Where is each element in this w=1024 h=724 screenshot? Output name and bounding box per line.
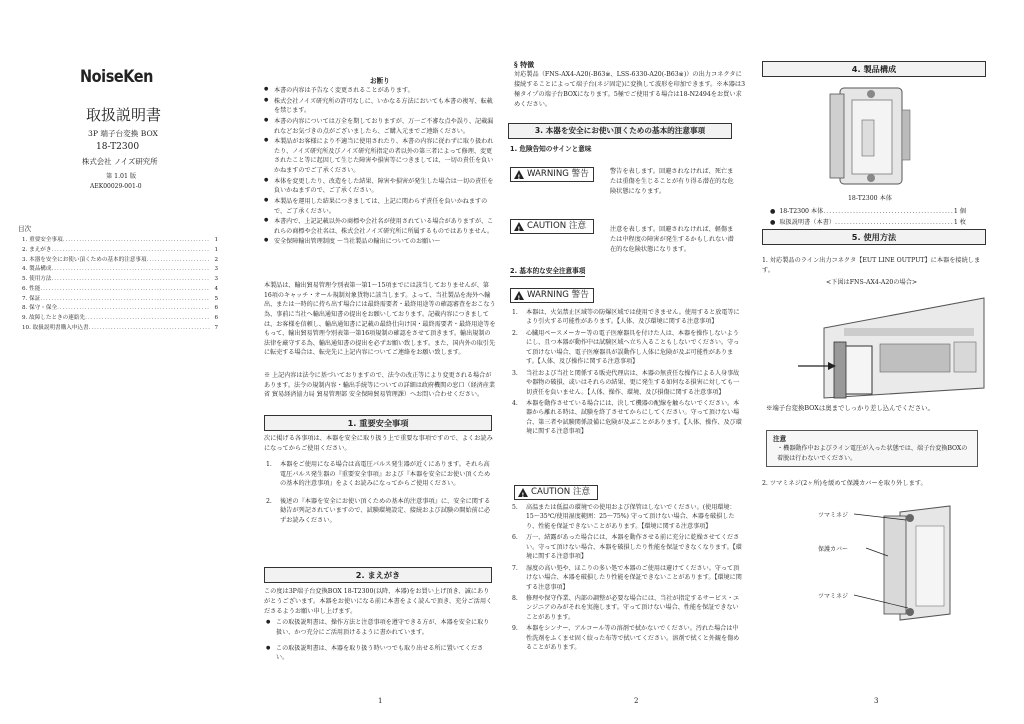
caution-triangle-icon bbox=[514, 222, 524, 231]
note-text: ・機器動作中およびライン電圧が入った状態では、端子台変換BOXの着脱は行わないでください。 bbox=[777, 445, 968, 462]
list-item: ● 本製品がお客様により不適当に使用されたり、本書の内容に従わずに取り扱われたり、ノイズ研究所及びノイズ研究所指定の者以外の第三者によって修理、変更されたこと等に起因して生じた障害や損害等につきましては、一切の責任を負いかねますのでご了承ください。 bbox=[264, 137, 496, 176]
list-item: ● 本書の内容については万全を期しておりますが、万一ご不審な点や誤り、記載漏れなどお気づきの点がございましたら、ご購入元までご連絡ください。 bbox=[264, 117, 496, 136]
section-5-heading: 5. 使用方法 bbox=[762, 229, 986, 245]
company-name: 株式会社 ノイズ研究所 bbox=[82, 157, 158, 166]
warning-sign-2: ! WARNING 警告 bbox=[510, 288, 594, 303]
figure-title: <下図はFNS-AX4-A20の場合> bbox=[826, 279, 917, 286]
notice-list bbox=[264, 86, 496, 248]
list-item: 5. 高温または低温の環境での使用および保管はしないでください。(使用環境：15〜35℃/使用湿度範囲：25〜75%) 守って頂けない場合、本器を破損したり、性能を保証できないことがあります。【環境に関する注意事項】 bbox=[512, 504, 736, 530]
list-item: ● 18-T2300 本体 ..... 1 個 bbox=[770, 207, 966, 218]
caution-sign: ! CAUTION 注意 bbox=[510, 219, 594, 234]
section-2-heading: 2. まえがき bbox=[264, 567, 492, 583]
toc-item[interactable]: 9. 故障したときの連絡先 ..... 6 bbox=[22, 314, 218, 324]
section-1-intro: 次に掲げる各事項は、本器を安全に取り扱う上で重要な事項ですので、よくお読みになってからご使用ください。 bbox=[264, 435, 493, 452]
label-thumbscrew-bottom: ツマミネジ bbox=[818, 593, 849, 600]
section-3-subheading-2: 2. 基本的な安全注意事項 bbox=[510, 266, 585, 277]
note-box bbox=[766, 430, 978, 467]
toc-item[interactable]: 2. まえがき ..... 1 bbox=[22, 246, 218, 256]
features-heading: § 特徴 bbox=[514, 60, 535, 69]
doc-title: 取扱説明書 bbox=[86, 106, 162, 124]
toc-item[interactable]: 10. 取扱説明書購入申込書 ..... 7 bbox=[22, 324, 218, 334]
list-item: ● この取扱説明書は、操作方法と注意事項を遵守できる方が、本器を安全に取り扱い、かつ充分にご活用頂けるように書かれています。 bbox=[266, 618, 494, 638]
page-number-1: 1 bbox=[378, 697, 383, 705]
caution-sign-2: ! CAUTION 注意 bbox=[514, 485, 598, 500]
noiseken-logo: NoiseKen bbox=[80, 67, 154, 87]
connection-figure bbox=[784, 288, 988, 400]
toc-item[interactable]: 1. 重要安全事項 ..... 1 bbox=[22, 236, 218, 246]
features-text: 対応製品（FNS-AX4-A20(-B63※、LSS-6330-A20(-B63※)）の出力コネクタに接続することによって端子台(ネジ固定)に変換して波形を印加できます。※本器は3極タイプの端子台BOXになります。5極でご使用する場合は18-N2494をお買い求めください。 bbox=[514, 71, 746, 108]
page-number-3: 3 bbox=[874, 697, 879, 705]
edition: 第 1.01 版 bbox=[106, 173, 137, 180]
label-thumbscrew-top: ツマミネジ bbox=[818, 512, 849, 519]
list-item: 1. 本器をご使用になる場合は高電圧パルス発生器が近くにあります。それら高電圧パルス発生器の『重要安全事項』および『本器を安全にお使い頂くための基本的注意事項』をよくお読みになってからご使用ください。 bbox=[266, 461, 491, 488]
list-item: ● 取扱説明書（本書） ..... 1 枚 bbox=[770, 218, 966, 229]
list-item: ● 本製品を運用した結果につきましては、上記に関わらず責任を負いかねますので、ご了承ください。 bbox=[264, 197, 496, 216]
list-item: ● 安全保障輸出管理制度 〜当社製品の輸出についてのお願い〜 bbox=[264, 237, 496, 247]
warning-meaning: 警告を表します。回避されなければ、死亡または重傷を生じることが有り得る潜在的な危険状態になります。 bbox=[610, 168, 734, 195]
list-item: 2. 心臓用ペースメーカー等の電子医療器具を付けた人は、本器を操作しないようにし、且つ本器が動作中は試験区域へ立ち入ることもしないでください。守って頂けない場合、電子医療器具が誤動作し人体に危険が及ぶ可能性があります。【人体、及び操作に関する注意事項】 bbox=[512, 329, 740, 366]
warning-triangle-icon bbox=[514, 291, 524, 300]
list-item: 7. 湿度の高い処や、ほこりの多い処で本器のご使用は避けてください。守って頂けない場合、本器を破損したり性能を保証できないことがあります。【環境に関する注意事項】 bbox=[512, 564, 742, 591]
product-name: 3P 端子台変換 BOX bbox=[88, 129, 158, 138]
usage-step-1: 1. 対応製品のライン出力コネクタ【EUT LINE OUTPUT】に本器を接続します。 bbox=[762, 257, 981, 274]
toc-heading: 目次 bbox=[18, 225, 32, 233]
figure-note: ※端子台変換BOXは奥までしっかり差し込んでください。 bbox=[766, 404, 934, 412]
warning-triangle-icon bbox=[514, 170, 524, 179]
list-item: 8. 修理や保守作業、内部の調整が必要な場合には、当社が指定するサービス・エンジニアのみがそれを実施します。守って頂けない場合、性能を保証できないことがあります。 bbox=[512, 594, 740, 621]
product-photo-caption: 18-T2300 本体 bbox=[848, 195, 892, 202]
note-heading: 注意 bbox=[773, 435, 787, 443]
product-photo bbox=[822, 80, 918, 190]
section-3-subheading-1: 1. 危険告知のサインと意味 bbox=[510, 145, 592, 153]
section-1-list bbox=[266, 460, 494, 528]
list-item: 1. 本器は、火気禁止区域等の防爆区域では使用できません。使用すると放電等により引火する可能性があります。【人体、及び環境に関する注意事項】 bbox=[512, 309, 740, 326]
list-item: 4. 本器を動作させている場合には、決して機器の配線を触らないでください。本器から離れる時は、試験を終了させてからにしてください。守って頂けない場合、第三者や試験関係設備に危険が及ぶことがあります。【人体、操作、及び環境に関する注意事項】 bbox=[512, 399, 742, 436]
list-item: ● 本書内で、上記記載以外の商標や会社名が使用されている場合がありますが、これらの商標や会社名は、株式会社ノイズ研究所に所属するものではありません。 bbox=[264, 217, 496, 236]
toc-item[interactable]: 4. 製品構成 ..... 3 bbox=[22, 265, 218, 275]
notice-heading: お断り bbox=[370, 77, 390, 85]
toc-list bbox=[22, 236, 218, 334]
section-4-heading: 4. 製品構成 bbox=[762, 61, 986, 77]
section-2-list bbox=[266, 618, 494, 664]
model-number: 18-T2300 bbox=[96, 142, 140, 152]
export-control-text: 本製品は、輸出貿易管理令別表第一第1〜15項までには該当しておりませんが、第16項のキャッチ・オール規制対象貨物に該当します。よって、当社製品を海外へ輸出、または一時的に持ち出す場合には最終需要者・最終用途等の確認審査をおこなう為、事前に当社へ輸出通知書の提出をお願いしております。記載内容につきましては、お客様を信頼し、輸出通知書に記載の最終仕向け国・最終需要者・最終用途等をもって、輸出貿易管理令別表第一第16項規制の確認をさせて頂きます。輸出規制の法律を厳守する為、輸出通知書の提出を必ずお願い致します。また、国内外の取引先に転売する場合は、転売先に上記内容についてご連絡をお願い致します。 bbox=[264, 282, 496, 357]
usage-step-2: 2. ツマミネジ(2ヶ所)を緩めて保護カバーを取り外します。 bbox=[762, 480, 927, 487]
list-item: 6. 万一、結露があった場合には、本器を動作させる前に充分に乾燥させてください。守って頂けない場合、本器を破損したり性能を保証できなくなります。【環境に関する注意事項】 bbox=[512, 534, 742, 561]
leader-lines bbox=[840, 500, 920, 610]
caution-triangle-icon bbox=[518, 488, 528, 497]
list-item: 9. 本器をシンナー、アルコール等の溶剤で拭かないでください。汚れた場合は中性洗剤をふくませ固く絞った布等で拭いてください。溶剤で拭くと外観を傷めることがあります。 bbox=[512, 625, 740, 652]
export-control-note: ※ 上記内容は法令に基づいておりますので、法令の改正等により変更される場合があります。法令の規制内容・輸出手続等についての詳細は政府機関の窓口（経済産業省 貿易経済協力局 貿易管理部 安全保障貿易管理課）へお問い合わせください。 bbox=[264, 372, 495, 399]
list-item: ● この取扱説明書は、本器を取り扱う時いつでも取り出せる所に置いてください。 bbox=[266, 644, 494, 664]
caution-list bbox=[512, 503, 744, 655]
list-item: ● 本体を変更したり、改造をした結果、障害や損害が発生した場合は一切の責任を負いかねますので、ご了承ください。 bbox=[264, 177, 496, 196]
section-1-heading: 1. 重要安全事項 bbox=[264, 415, 492, 431]
section-3-heading: 3. 本器を安全にお使い頂くための基本的注意事項 bbox=[508, 123, 732, 139]
caution-meaning: 注意を表します。回避されなければ、軽傷または中程度の障害が発生するかもしれない潜在的な危険状態になります。 bbox=[610, 226, 734, 253]
list-item: ● 本書の内容は予告なく変更されることがあります。 bbox=[264, 86, 496, 96]
toc-item[interactable]: 3. 本器を安全にお使い頂くための基本的注意事項 ..... 2 bbox=[22, 256, 218, 266]
page-number-2: 2 bbox=[634, 697, 639, 705]
toc-item[interactable]: 5. 使用方法 ..... 3 bbox=[22, 275, 218, 285]
toc-item[interactable]: 8. 保守・保全 ..... 6 bbox=[22, 304, 218, 314]
list-item: 2. 後述の『本器を安全にお使い頂くための基本的注意事項』に、安全に関する勧告が列記されていますので、試験環境設定、接続および試験の開始前に必ずお読みください。 bbox=[266, 497, 491, 525]
section-2-intro: この度は3P端子台変換BOX 18-T2300(以降、本器)をお買い上げ頂き、誠にありがとうございます。本器をお使いになる前に本書をよく読んで頂き、充分ご活用くださるようお願い申し上げます。 bbox=[264, 588, 493, 615]
toc-item[interactable]: 7. 保証 ..... 5 bbox=[22, 295, 218, 305]
list-item: 3. 当社および当社と関係する販売代理店は、本器の無責任な操作による人身事故や器物の破損、或いはそれらの結果、更に発生する如何なる損害に対しても一切責任を負いません。【人体、操作、環境、及び損傷に関する注意事項】 bbox=[512, 369, 740, 396]
document-number: AEK00029-001-0 bbox=[90, 183, 142, 190]
toc-item[interactable]: 6. 性能 ..... 4 bbox=[22, 285, 218, 295]
warning-sign: ! WARNING 警告 bbox=[510, 167, 594, 182]
list-item: ● 株式会社ノイズ研究所の許可なしに、いかなる方法においても本書の複写、転載を禁じます。 bbox=[264, 97, 496, 116]
product-contents-list bbox=[770, 207, 966, 229]
label-protective-cover: 保護カバー bbox=[818, 546, 849, 553]
warning-list bbox=[512, 308, 744, 439]
